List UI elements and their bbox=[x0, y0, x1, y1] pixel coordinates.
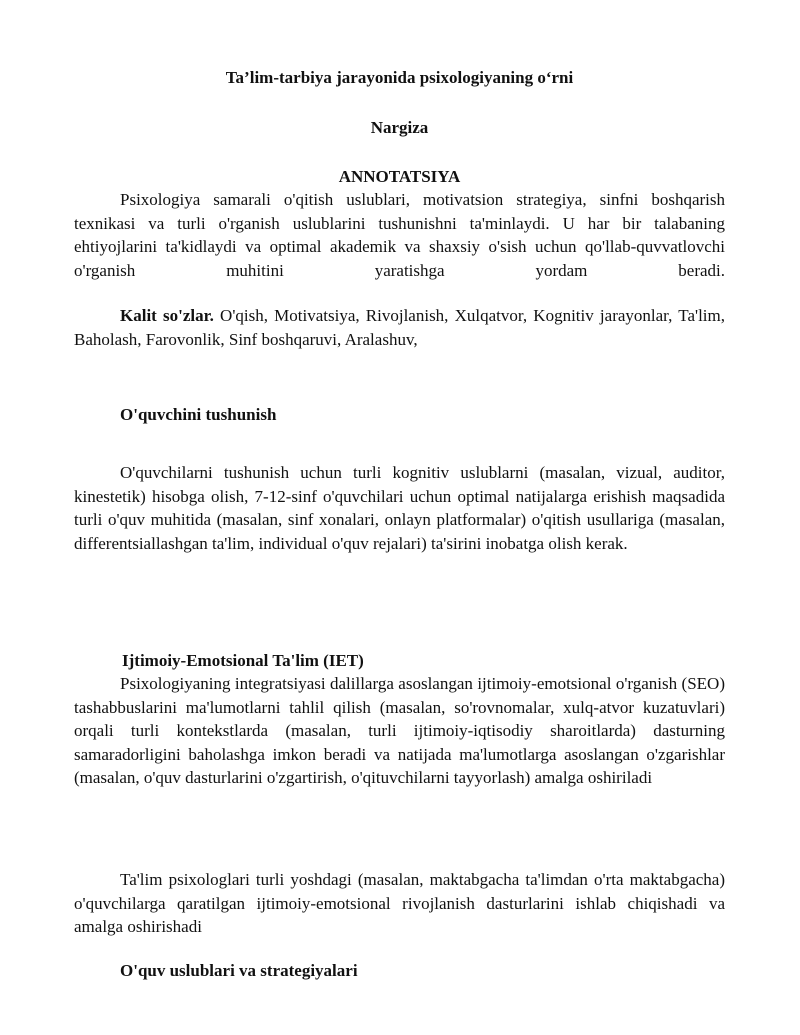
keywords-label: Kalit so'zlar. bbox=[120, 306, 214, 325]
section-heading-iet: Ijtimoiy-Emotsional Ta'lim (IET) bbox=[122, 651, 364, 670]
section-heading-understanding: O'quvchini tushunish bbox=[120, 405, 277, 424]
annotation-paragraph: Psixologiya samarali o'qitish uslublari, motivatsion strategiya, sinfni boshqarish texnikasi va turli o'rganish uslublarini tushunishni ta'minlaydi. U har bir talabaning ehtiyojlarini ta'kidlaydi va optimal akademik va shaxsiy o'sish uchun qo'llab-quvvatlovchi o'rganish muhitini yaratishga yordam beradi. bbox=[74, 190, 725, 280]
section-paragraph-iet-1: Psixologiyaning integratsiyasi dalillarga asoslangan ijtimoiy-emotsional o'rganish (SEO) tashabbuslarini ma'lumotlarni tahlil qilish (masalan, so'rovnomalar, xulq-atvor kuzatuvlari) orqali turli kontekstlarda (masalan, turli ijtimoiy-iqtisodiy sharoitlarda) dasturning samaradorligini baholashga imkon beradi va natijada ma'lumotlarga asoslangan o'zgarishlar (masalan, o'quv dasturlarini o'zgartirish, o'qituvchilarni tayyorlash) amalga oshiriladi bbox=[74, 674, 725, 787]
section-paragraph-understanding: O'quvchilarni tushunish uchun turli kognitiv uslublarni (masalan, vizual, auditor, kinestetik) hisobga olish, 7-12-sinf o'quvchilari uchun optimal natijalarga erishish maqsadida turli o'quv muhitida (masalan, sinf xonalari, onlayn platformalar) o'qitish usullariga (masalan, differentsiallashgan ta'lim, individual o'quv rejalari) ta'sirini inobatga olish kerak. bbox=[74, 463, 725, 553]
section-paragraph-iet-2: Ta'lim psixologlari turli yoshdagi (masalan, maktabgacha ta'limdan o'rta maktabgacha) o'quvchilarga qaratilgan ijtimoiy-emotsional rivojlanish dasturlarini ishlab chiqishadi va amalga oshirishadi bbox=[74, 870, 725, 936]
document-author: Nargiza bbox=[370, 118, 429, 137]
keywords-paragraph bbox=[74, 304, 725, 351]
keywords-list: O'qish, Motivatsiya, Rivojlanish, Xulqatvor, Kognitiv jarayonlar, Ta'lim, Baholash, Farovonlik, Sinf boshqaruvi, Aralashuv, bbox=[74, 306, 725, 349]
document-title: Ta’lim-tarbiya jarayonida psixologiyaning o‘rni bbox=[225, 68, 574, 87]
annotation-heading: ANNOTATSIYA bbox=[338, 167, 461, 186]
section-heading-methods: O'quv uslublari va strategiyalari bbox=[120, 961, 358, 980]
